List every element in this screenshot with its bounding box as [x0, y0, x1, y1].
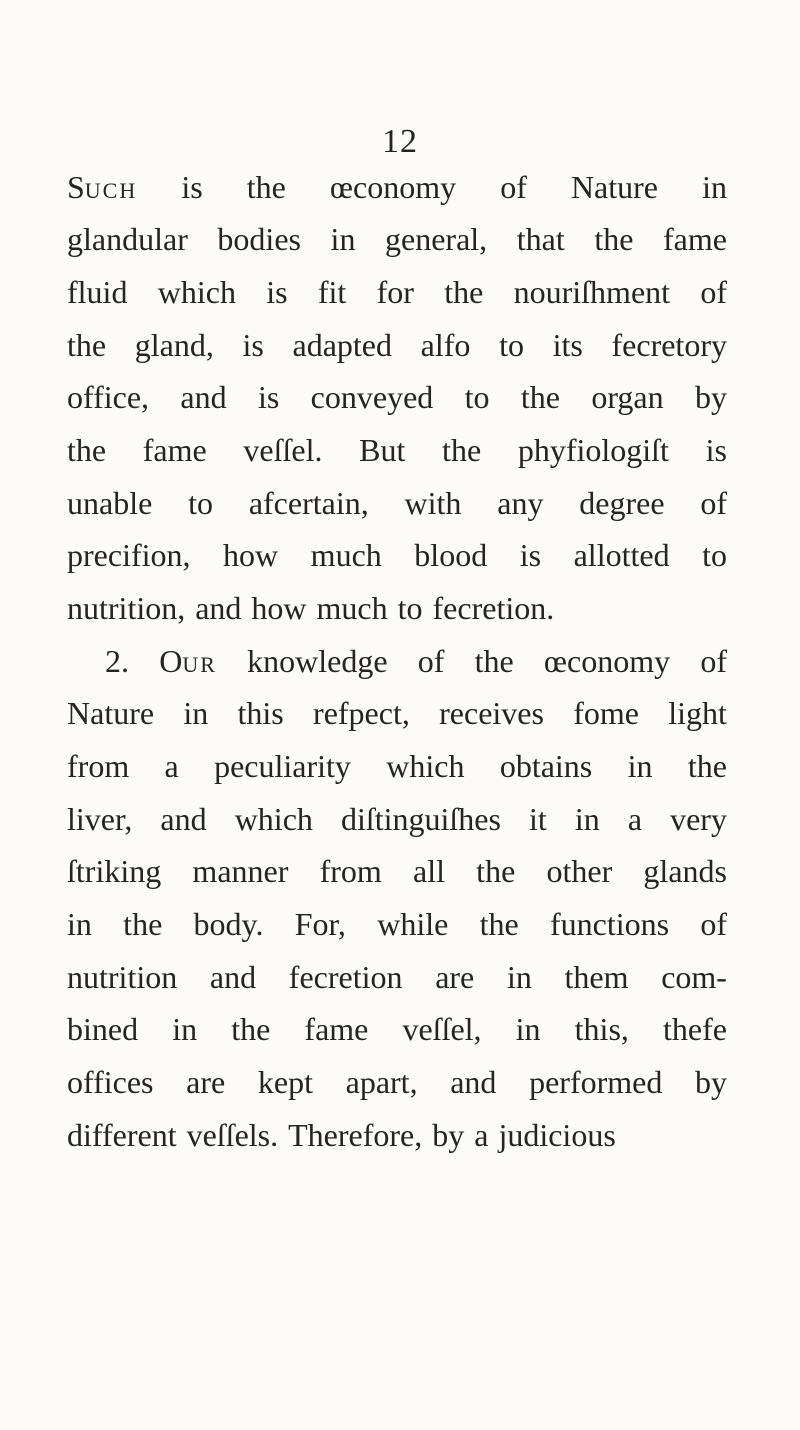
word: and — [160, 801, 207, 837]
word: 2. — [105, 643, 129, 679]
word: of — [417, 643, 445, 679]
word: fame — [142, 432, 207, 468]
word: glands — [643, 853, 727, 889]
word: judicious — [498, 1117, 616, 1153]
word: different — [67, 1117, 177, 1153]
word: manner — [192, 853, 289, 889]
word: fame — [662, 221, 727, 257]
word: Nature — [67, 695, 155, 731]
text-line — [67, 526, 727, 584]
word: obtains — [499, 748, 593, 784]
word: the — [444, 274, 484, 310]
word: diſtinguiſhes — [340, 801, 501, 837]
word: veſſels. — [186, 1117, 279, 1153]
text-line — [67, 421, 727, 479]
word: in — [506, 959, 532, 995]
word: is — [242, 327, 264, 363]
word: much — [316, 590, 388, 626]
text-line — [67, 1053, 727, 1111]
word: fluid — [67, 274, 128, 310]
word: is — [519, 537, 542, 573]
word: of — [700, 485, 727, 521]
word: which — [386, 748, 465, 784]
text-line — [67, 579, 727, 637]
word: afcertain, — [248, 485, 369, 521]
word: the — [474, 643, 514, 679]
word: phyfiologiſt — [517, 432, 669, 468]
word: a — [627, 801, 643, 837]
word: are — [186, 1064, 226, 1100]
word: fecretion — [288, 959, 403, 995]
word: in — [702, 169, 727, 205]
word: them — [564, 959, 629, 995]
word: is — [181, 169, 203, 205]
text-line — [67, 790, 727, 848]
word: in — [67, 906, 92, 942]
small-caps: uch — [84, 169, 138, 205]
word: Our — [159, 643, 217, 679]
word: glandular — [67, 221, 188, 257]
word: and — [209, 959, 257, 995]
word: the — [479, 906, 519, 942]
word: fome — [573, 695, 639, 731]
word: the — [67, 327, 107, 363]
text-line — [67, 684, 727, 742]
text-line — [67, 737, 727, 795]
word: to — [464, 379, 490, 415]
word: functions — [549, 906, 670, 942]
word: blood — [414, 537, 488, 573]
word: organ — [591, 379, 664, 415]
word: offices — [67, 1064, 154, 1100]
word: œconomy — [329, 169, 457, 205]
word: kept — [257, 1064, 313, 1100]
word: that — [516, 221, 565, 257]
word: from — [67, 748, 130, 784]
word: which — [157, 274, 236, 310]
word: precifion, — [67, 537, 191, 573]
text-line — [67, 632, 727, 690]
word: other — [546, 853, 613, 889]
word: apart, — [345, 1064, 418, 1100]
word: how — [251, 590, 307, 626]
word: adapted — [292, 327, 392, 363]
word: in — [330, 221, 356, 257]
word: to — [499, 327, 524, 363]
text-line — [67, 474, 727, 532]
word: with — [404, 485, 462, 521]
word: is — [257, 379, 280, 415]
text-line — [67, 842, 727, 900]
word: while — [377, 906, 449, 942]
word: of — [500, 169, 527, 205]
word: veſſel. — [243, 432, 323, 468]
word: fit — [317, 274, 347, 310]
word: the — [246, 169, 286, 205]
word: how — [223, 537, 279, 573]
word: the — [442, 432, 482, 468]
text-line — [67, 316, 727, 374]
word: the — [123, 906, 163, 942]
word: of — [700, 643, 727, 679]
word: nutrition — [67, 959, 178, 995]
word: fame — [304, 1011, 369, 1047]
text-line — [67, 368, 727, 426]
word: are — [435, 959, 475, 995]
word: alfo — [420, 327, 471, 363]
word: veſſel, — [402, 1011, 482, 1047]
word: this — [237, 695, 284, 731]
text-line — [67, 895, 727, 953]
word: office, — [67, 379, 150, 415]
word: the — [687, 748, 727, 784]
word: bined — [67, 1011, 139, 1047]
word: light — [668, 695, 727, 731]
word: bodies — [217, 221, 301, 257]
text-line — [67, 1000, 727, 1058]
word: any — [497, 485, 544, 521]
word: and — [180, 379, 227, 415]
word: is — [705, 432, 727, 468]
word: is — [266, 274, 288, 310]
word: gland, — [134, 327, 214, 363]
word: refpect, — [313, 695, 410, 731]
word: this, — [574, 1011, 629, 1047]
word: the — [67, 432, 107, 468]
word: receives — [439, 695, 544, 731]
word: peculiarity — [214, 748, 351, 784]
word: very — [670, 801, 727, 837]
word: fecretory — [611, 327, 727, 363]
word: the — [520, 379, 560, 415]
text-line — [67, 1106, 727, 1164]
word: œconomy — [543, 643, 671, 679]
word: general, — [385, 221, 488, 257]
word: allotted — [573, 537, 670, 573]
word: For, — [294, 906, 346, 942]
word: it — [529, 801, 547, 837]
word: in — [574, 801, 600, 837]
word: in — [627, 748, 653, 784]
word: nutrition, — [67, 590, 186, 626]
word: in — [515, 1011, 541, 1047]
word: com- — [661, 959, 727, 995]
word: its — [552, 327, 583, 363]
word: much — [310, 537, 382, 573]
word: of — [700, 906, 727, 942]
word: Such — [67, 169, 138, 205]
word: in — [172, 1011, 198, 1047]
word: to — [702, 537, 727, 573]
word: a — [474, 1117, 489, 1153]
word: nouriſhment — [513, 274, 671, 310]
word: from — [319, 853, 382, 889]
word: performed — [529, 1064, 663, 1100]
word: a — [164, 748, 179, 784]
word: which — [234, 801, 313, 837]
small-caps: ur — [182, 643, 217, 679]
word: and — [450, 1064, 497, 1100]
word: body. — [193, 906, 264, 942]
word: degree — [579, 485, 665, 521]
word: But — [359, 432, 406, 468]
word: and — [195, 590, 242, 626]
page-number: 12 — [382, 123, 418, 160]
word: by — [694, 379, 727, 415]
word: unable — [67, 485, 153, 521]
word: Nature — [570, 169, 658, 205]
word: ſtriking — [67, 853, 162, 889]
word: the — [594, 221, 634, 257]
text-line — [67, 948, 727, 1006]
word: all — [412, 853, 445, 889]
text-line — [67, 210, 727, 268]
word: for — [376, 274, 414, 310]
word: to — [397, 590, 423, 626]
word: fecretion. — [432, 590, 555, 626]
word: knowledge — [247, 643, 388, 679]
word: by — [695, 1064, 727, 1100]
word: of — [700, 274, 727, 310]
text-line — [67, 263, 727, 321]
word: to — [188, 485, 213, 521]
word: Therefore, — [288, 1117, 423, 1153]
word: liver, — [67, 801, 133, 837]
word: conveyed — [310, 379, 434, 415]
text-line — [67, 158, 727, 216]
word: thefe — [663, 1011, 727, 1047]
word: in — [183, 695, 209, 731]
word: by — [432, 1117, 465, 1153]
word: the — [231, 1011, 271, 1047]
word: the — [476, 853, 516, 889]
